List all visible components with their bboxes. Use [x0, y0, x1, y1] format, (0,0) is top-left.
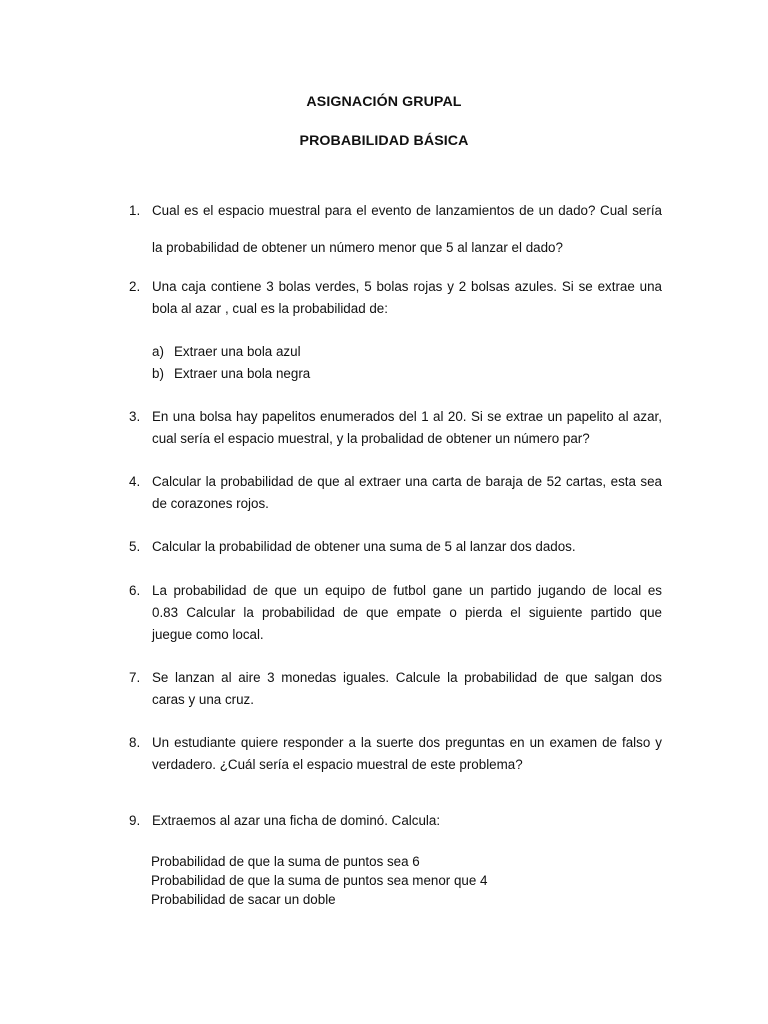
document-title: ASIGNACIÓN GRUPAL — [306, 94, 462, 110]
question-text-line: Calcular la probabilidad de que al extraer una carta de baraja de 52 cartas, esta sea — [152, 474, 662, 489]
question-text-line: Un estudiante quiere responder a la suerte dos preguntas en un examen de falso y — [152, 735, 662, 750]
document-subtitle: PROBABILIDAD BÁSICA — [299, 133, 469, 149]
sub-item-text: Probabilidad de que la suma de puntos sea 6 — [151, 854, 420, 869]
question-number: 7. — [129, 670, 141, 685]
question-text-line: la probabilidad de obtener un número menor que 5 al lanzar el dado? — [152, 240, 563, 255]
question-text-line: Calcular la probabilidad de obtener una suma de 5 al lanzar dos dados. — [152, 539, 576, 554]
question-text-line: En una bolsa hay papelitos enumerados del 1 al 20. Si se extrae un papelito al azar, — [152, 409, 662, 424]
question-text-line: verdadero. ¿Cuál sería el espacio muestral de este problema? — [152, 757, 523, 772]
sub-item-text: Extraer una bola azul — [174, 344, 301, 359]
sub-item — [152, 344, 301, 359]
sub-item — [152, 366, 310, 381]
question-text-line: Una caja contiene 3 bolas verdes, 5 bolas rojas y 2 bolsas azules. Si se extrae una — [152, 279, 662, 294]
question-text-line: de corazones rojos. — [152, 496, 269, 511]
sub-item-label: b) — [152, 366, 164, 381]
question-text-line: caras y una cruz. — [152, 692, 254, 707]
question-text-line: cual sería el espacio muestral, y la probalidad de obtener un número par? — [152, 431, 590, 446]
question-number: 9. — [129, 813, 141, 828]
question-text-line: Cual es el espacio muestral para el evento de lanzamientos de un dado? Cual sería — [152, 203, 662, 218]
question-text-line: La probabilidad de que un equipo de futbol gane un partido jugando de local es — [152, 583, 662, 598]
question-number: 6. — [129, 583, 141, 598]
question-number: 3. — [129, 409, 141, 424]
question-text-line: juegue como local. — [152, 627, 264, 642]
question-number: 5. — [129, 539, 141, 554]
question-text-line: bola al azar , cual es la probabilidad de: — [152, 301, 388, 316]
question-text-line: 0.83 Calcular la probabilidad de que empate o pierda el siguiente partido que — [152, 605, 662, 620]
question-text-line: Extraemos al azar una ficha de dominó. Calcula: — [152, 813, 441, 828]
question-text-line: Se lanzan al aire 3 monedas iguales. Calcule la probabilidad de que salgan dos — [152, 670, 662, 685]
question-number: 4. — [129, 474, 141, 489]
question-number: 2. — [129, 279, 141, 294]
sub-item-text: Extraer una bola negra — [174, 366, 311, 381]
sub-item-label: a) — [152, 344, 164, 359]
sub-item-text: Probabilidad de que la suma de puntos sea menor que 4 — [151, 873, 488, 888]
question-number: 1. — [129, 203, 141, 218]
question-number: 8. — [129, 735, 141, 750]
sub-item-text: Probabilidad de sacar un doble — [151, 892, 336, 907]
